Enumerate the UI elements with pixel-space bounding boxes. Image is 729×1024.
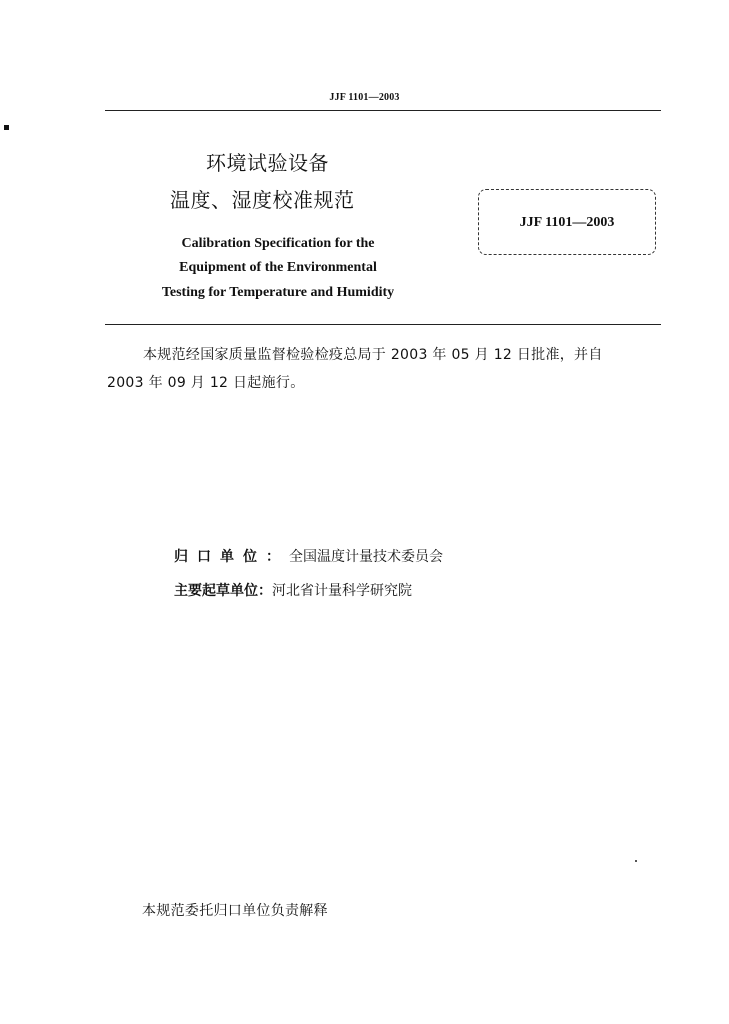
responsible-unit-row <box>174 546 443 566</box>
drafting-unit-row <box>174 580 412 600</box>
responsible-unit-value: 全国温度计量技术委员会 <box>289 549 443 565</box>
scan-dot <box>635 860 637 862</box>
header-rule <box>105 110 661 111</box>
responsible-unit-label: 归口单位： <box>174 549 289 565</box>
title-chinese-line-2: 温度、湿度校准规范 <box>170 188 355 212</box>
title-english-line-2: Equipment of the Environmental <box>179 260 377 275</box>
corner-mark <box>4 125 9 130</box>
approval-text-line-2: 2003 年 09 月 12 日起施行。 <box>107 375 305 391</box>
header-standard-code: JJF 1101—2003 <box>329 92 400 103</box>
drafting-unit-value: 河北省计量科学研究院 <box>272 583 412 599</box>
title-english-line-1: Calibration Specification for the <box>181 236 375 251</box>
drafting-unit-label: 主要起草单位： <box>174 583 272 599</box>
title-english-line-3: Testing for Temperature and Humidity <box>161 285 395 300</box>
title-chinese-line-1: 环境试验设备 <box>206 151 329 175</box>
standard-code-box-text: JJF 1101—2003 <box>519 215 615 230</box>
footer-note: 本规范委托归口单位负责解释 <box>142 903 328 919</box>
section-rule <box>105 324 661 325</box>
approval-text-line-1: 本规范经国家质量监督检验检疫总局于 2003 年 05 月 12 日批准，并自 <box>143 347 603 363</box>
